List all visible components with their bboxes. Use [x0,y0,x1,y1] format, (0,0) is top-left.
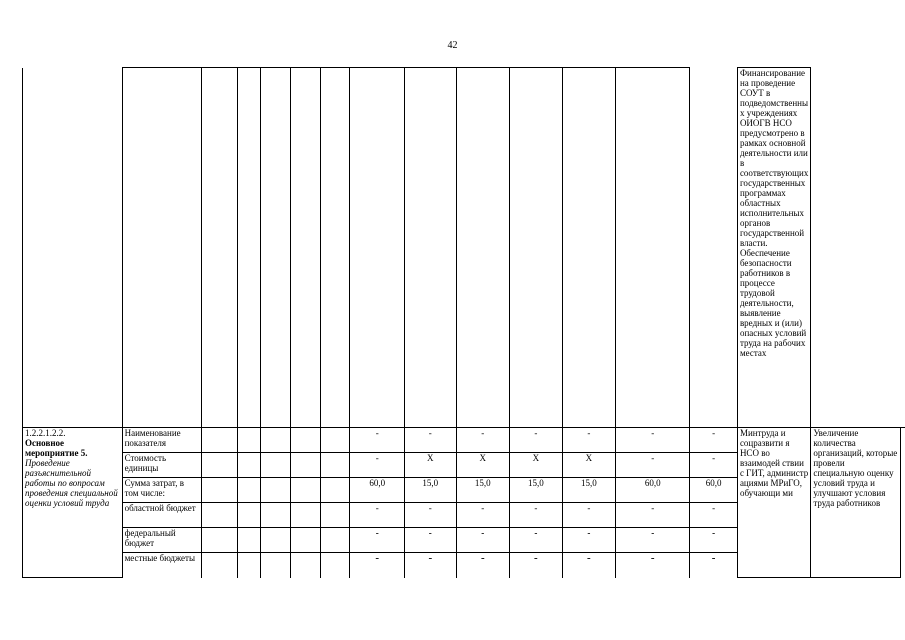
value-cell: - [690,553,738,578]
value-cell: - [350,503,405,528]
value-cell: - [405,553,457,578]
value-cell: 15,0 [510,478,563,503]
result-cell: Увеличение количества организаций, которые провели специальную оценку условий труда и улучшают условия труда работников [811,428,901,578]
value-cell: X [510,453,563,478]
value-cell: X [405,453,457,478]
value-cell: - [616,528,690,553]
value-cell: - [456,528,510,553]
row-label: областной бюджет [122,503,202,528]
executors-cell: Минтруда и соцразвити я НСО во взаимодей ствии с ГИТ, администр ациями МРиГО, обучающи ми [737,428,810,578]
value-cell: - [510,503,563,528]
right-note: Финансирование на проведение СОУТ в подведомственны х учреждениях ОИОГВ НСО предусмотрено в рамках основной деятельности или в соответствующих государственных программах областных исполнительных органов государственной власти. Обеспечение безопасности работников в процессе трудовой деятельности, выявление вредных и (или) опасных условий труда на рабочих местах [737,68,810,428]
value-cell: - [350,528,405,553]
table-row [23,428,905,453]
row-label: местные бюджеты [122,553,202,578]
value-cell: - [350,453,405,478]
value-cell: - [690,503,738,528]
code-cell-empty [23,68,123,428]
value-cell: 15,0 [405,478,457,503]
measure-cell [23,428,123,578]
value-cell: - [456,428,510,453]
value-cell: 15,0 [456,478,510,503]
value-cell: - [690,453,738,478]
value-cell: - [510,428,563,453]
value-cell: 60,0 [616,478,690,503]
value-cell: - [690,428,738,453]
value-cell: - [616,553,690,578]
value-cell: X [456,453,510,478]
value-cell: 60,0 [350,478,405,503]
value-cell: - [405,503,457,528]
measure-title: Основное мероприятие 5. [25,438,88,458]
value-cell: - [510,553,563,578]
value-cell: - [562,528,616,553]
value-cell: - [616,503,690,528]
page-number: 42 [447,40,458,51]
value-cell: 15,0 [562,478,616,503]
value-cell: - [350,553,405,578]
value-cell: - [562,553,616,578]
value-cell: X [562,453,616,478]
value-cell: - [456,553,510,578]
value-cell: - [562,503,616,528]
value-cell: - [562,428,616,453]
value-cell: - [690,528,738,553]
value-cell: - [616,428,690,453]
budget-table [22,67,905,578]
row-label: Сумма затрат, в том числе: [122,478,202,503]
value-cell: - [405,428,457,453]
value-cell: - [616,453,690,478]
value-cell: - [405,528,457,553]
row-label: федеральный бюджет [122,528,202,553]
measure-description: Проведение разъяснительной работы по вопросам проведения специальной оценки условий труда [25,458,118,508]
row-label: Стоимость единицы [122,453,202,478]
continuation-row [23,68,905,428]
row-label: Наименование показателя [122,428,202,453]
value-cell: - [456,503,510,528]
value-cell: - [510,528,563,553]
measure-code: 1.2.2.1.2.2. [25,428,66,438]
value-cell: - [350,428,405,453]
value-cell: 60,0 [690,478,738,503]
